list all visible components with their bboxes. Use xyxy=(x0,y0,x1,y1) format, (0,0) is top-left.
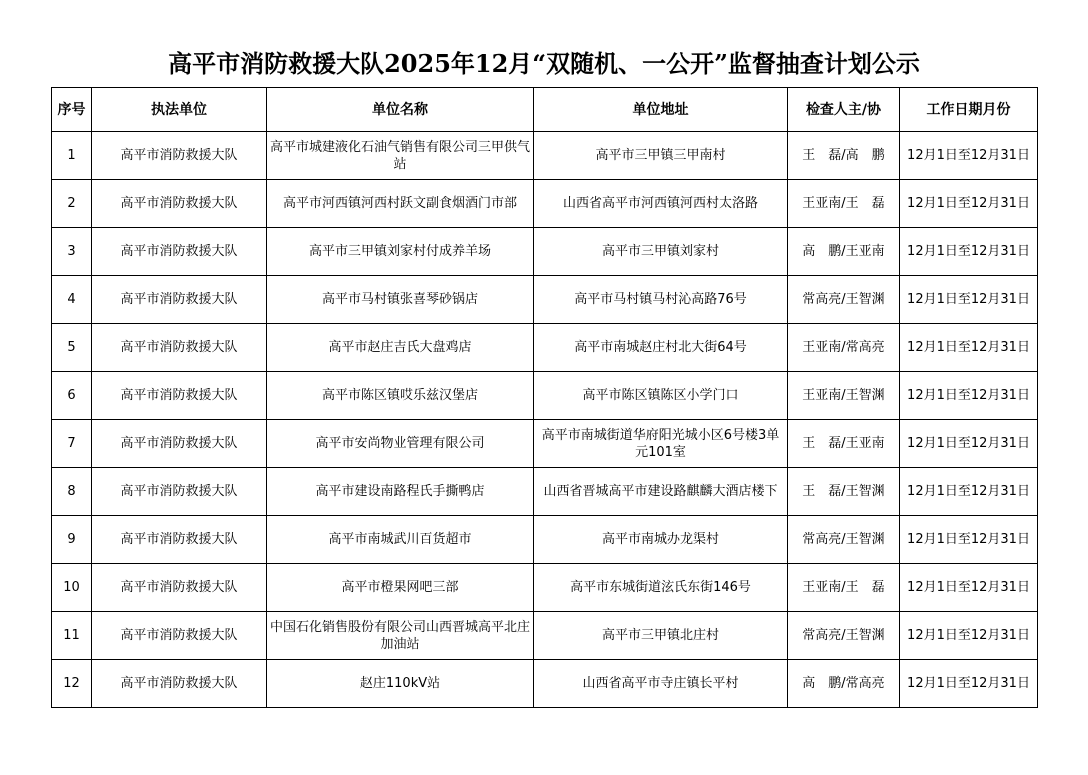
cell-unit-address: 高平市南城赵庄村北大街64号 xyxy=(534,324,788,372)
table-row xyxy=(52,564,1038,612)
cell-unit-address: 高平市南城办龙渠村 xyxy=(534,516,788,564)
header-work-dates: 工作日期月份 xyxy=(900,88,1038,132)
cell-inspectors: 王 磊/高 鹏 xyxy=(788,132,900,180)
table-row xyxy=(52,276,1038,324)
cell-inspectors: 王亚南/王 磊 xyxy=(788,180,900,228)
cell-inspectors: 王 磊/王亚南 xyxy=(788,420,900,468)
cell-serial-number: 2 xyxy=(52,180,92,228)
page-title: 高平市消防救援大队2025年12月“双随机、一公开”监督抽查计划公示 xyxy=(168,49,920,78)
table-row xyxy=(52,228,1038,276)
cell-serial-number: 5 xyxy=(52,324,92,372)
cell-unit-address: 山西省晋城高平市建设路麒麟大酒店楼下 xyxy=(534,468,788,516)
cell-inspectors: 王亚南/王智渊 xyxy=(788,372,900,420)
inspection-plan-table xyxy=(51,87,1038,708)
cell-unit-address: 高平市三甲镇刘家村 xyxy=(534,228,788,276)
table-header-row xyxy=(52,88,1038,132)
cell-enforcement-unit: 高平市消防救援大队 xyxy=(92,180,267,228)
cell-unit-address: 高平市三甲镇北庄村 xyxy=(534,612,788,660)
cell-inspectors: 高 鹏/常高亮 xyxy=(788,660,900,708)
table-row xyxy=(52,420,1038,468)
cell-serial-number: 10 xyxy=(52,564,92,612)
cell-unit-name: 高平市南城武川百货超市 xyxy=(267,516,534,564)
table-row xyxy=(52,132,1038,180)
cell-work-dates: 12月1日至12月31日 xyxy=(900,564,1038,612)
cell-unit-name: 高平市三甲镇刘家村付成养羊场 xyxy=(267,228,534,276)
cell-inspectors: 高 鹏/王亚南 xyxy=(788,228,900,276)
table-row xyxy=(52,324,1038,372)
table-row xyxy=(52,180,1038,228)
table-row xyxy=(52,372,1038,420)
cell-inspectors: 王亚南/常高亮 xyxy=(788,324,900,372)
cell-work-dates: 12月1日至12月31日 xyxy=(900,276,1038,324)
cell-unit-name: 高平市安尚物业管理有限公司 xyxy=(267,420,534,468)
cell-inspectors: 常高亮/王智渊 xyxy=(788,276,900,324)
cell-work-dates: 12月1日至12月31日 xyxy=(900,324,1038,372)
cell-inspectors: 王亚南/王 磊 xyxy=(788,564,900,612)
cell-unit-name: 高平市城建液化石油气销售有限公司三甲供气站 xyxy=(267,132,534,180)
table-row xyxy=(52,612,1038,660)
cell-enforcement-unit: 高平市消防救援大队 xyxy=(92,612,267,660)
cell-serial-number: 12 xyxy=(52,660,92,708)
cell-work-dates: 12月1日至12月31日 xyxy=(900,468,1038,516)
header-unit-name: 单位名称 xyxy=(267,88,534,132)
cell-unit-name: 高平市赵庄吉氏大盘鸡店 xyxy=(267,324,534,372)
cell-work-dates: 12月1日至12月31日 xyxy=(900,516,1038,564)
cell-unit-name: 高平市马村镇张喜琴砂锅店 xyxy=(267,276,534,324)
header-enforcement-unit: 执法单位 xyxy=(92,88,267,132)
cell-enforcement-unit: 高平市消防救援大队 xyxy=(92,660,267,708)
cell-inspectors: 王 磊/王智渊 xyxy=(788,468,900,516)
cell-unit-name: 高平市陈区镇哎乐兹汉堡店 xyxy=(267,372,534,420)
cell-unit-address: 高平市马村镇马村沁高路76号 xyxy=(534,276,788,324)
cell-enforcement-unit: 高平市消防救援大队 xyxy=(92,276,267,324)
cell-unit-name: 高平市建设南路程氏手撕鸭店 xyxy=(267,468,534,516)
cell-unit-address: 高平市三甲镇三甲南村 xyxy=(534,132,788,180)
cell-work-dates: 12月1日至12月31日 xyxy=(900,372,1038,420)
header-inspectors: 检查人主/协 xyxy=(788,88,900,132)
cell-unit-address: 高平市东城街道泫氏东街146号 xyxy=(534,564,788,612)
cell-work-dates: 12月1日至12月31日 xyxy=(900,228,1038,276)
header-serial-number: 序号 xyxy=(52,88,92,132)
cell-work-dates: 12月1日至12月31日 xyxy=(900,660,1038,708)
cell-work-dates: 12月1日至12月31日 xyxy=(900,132,1038,180)
cell-enforcement-unit: 高平市消防救援大队 xyxy=(92,372,267,420)
cell-unit-address: 山西省高平市河西镇河西村太洛路 xyxy=(534,180,788,228)
cell-serial-number: 4 xyxy=(52,276,92,324)
cell-serial-number: 3 xyxy=(52,228,92,276)
cell-unit-address: 山西省高平市寺庄镇长平村 xyxy=(534,660,788,708)
cell-work-dates: 12月1日至12月31日 xyxy=(900,420,1038,468)
cell-unit-address: 高平市南城街道华府阳光城小区6号楼3单元101室 xyxy=(534,420,788,468)
cell-enforcement-unit: 高平市消防救援大队 xyxy=(92,324,267,372)
cell-serial-number: 8 xyxy=(52,468,92,516)
table-row xyxy=(52,468,1038,516)
table-row xyxy=(52,516,1038,564)
cell-inspectors: 常高亮/王智渊 xyxy=(788,612,900,660)
cell-work-dates: 12月1日至12月31日 xyxy=(900,180,1038,228)
cell-enforcement-unit: 高平市消防救援大队 xyxy=(92,420,267,468)
cell-serial-number: 11 xyxy=(52,612,92,660)
cell-serial-number: 9 xyxy=(52,516,92,564)
cell-inspectors: 常高亮/王智渊 xyxy=(788,516,900,564)
cell-unit-name: 中国石化销售股份有限公司山西晋城高平北庄加油站 xyxy=(267,612,534,660)
cell-unit-address: 高平市陈区镇陈区小学门口 xyxy=(534,372,788,420)
cell-work-dates: 12月1日至12月31日 xyxy=(900,612,1038,660)
cell-serial-number: 1 xyxy=(52,132,92,180)
cell-enforcement-unit: 高平市消防救援大队 xyxy=(92,516,267,564)
cell-unit-name: 高平市河西镇河西村跃文副食烟酒门市部 xyxy=(267,180,534,228)
cell-unit-name: 高平市橙果网吧三部 xyxy=(267,564,534,612)
cell-serial-number: 6 xyxy=(52,372,92,420)
table-row xyxy=(52,660,1038,708)
header-unit-address: 单位地址 xyxy=(534,88,788,132)
cell-enforcement-unit: 高平市消防救援大队 xyxy=(92,564,267,612)
cell-enforcement-unit: 高平市消防救援大队 xyxy=(92,468,267,516)
cell-enforcement-unit: 高平市消防救援大队 xyxy=(92,228,267,276)
cell-unit-name: 赵庄110kV站 xyxy=(267,660,534,708)
cell-enforcement-unit: 高平市消防救援大队 xyxy=(92,132,267,180)
cell-serial-number: 7 xyxy=(52,420,92,468)
